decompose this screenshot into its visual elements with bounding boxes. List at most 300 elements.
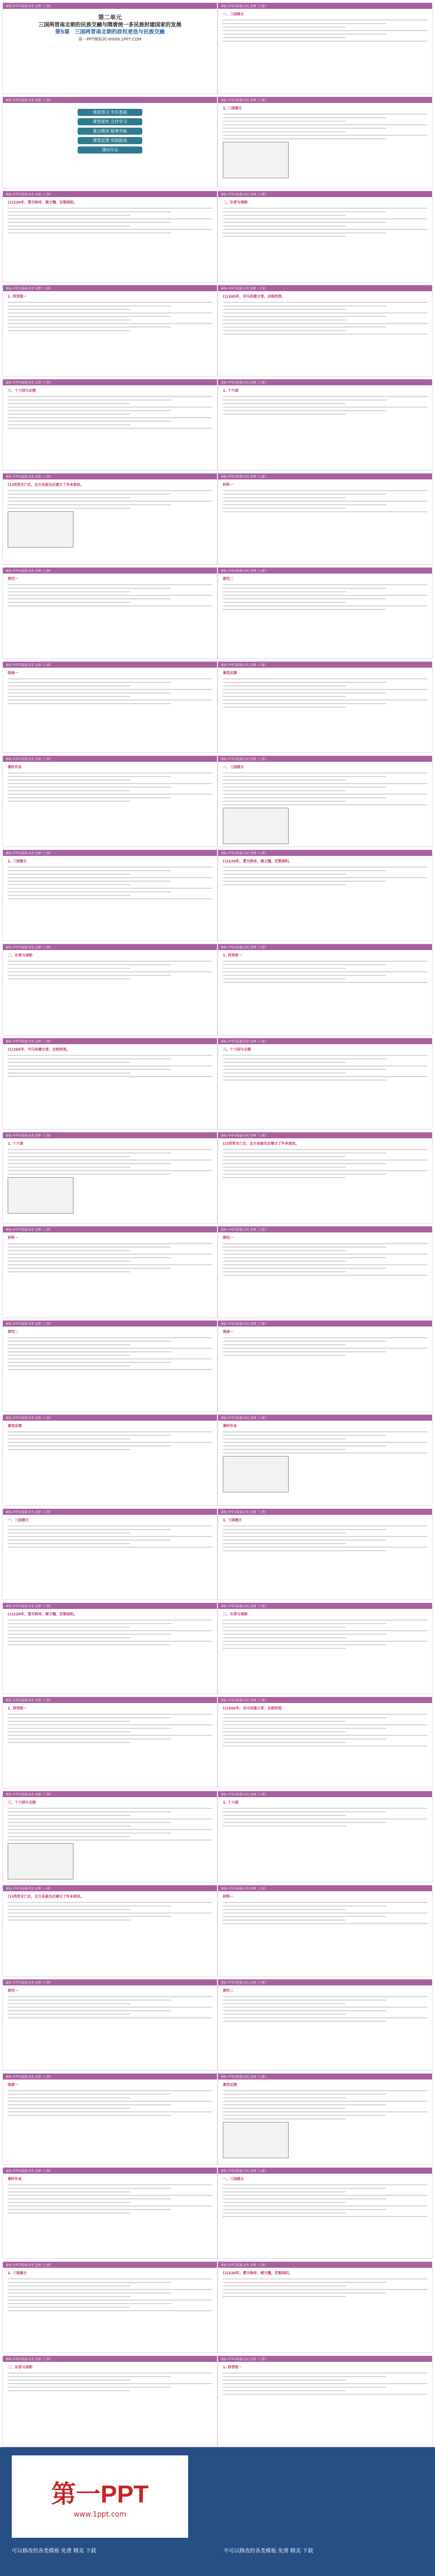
slide-body xyxy=(218,1703,432,1752)
slide xyxy=(218,2,433,94)
text-line xyxy=(223,1909,346,1910)
slide-body xyxy=(218,1797,432,1832)
slide xyxy=(218,755,433,847)
slide xyxy=(218,285,433,376)
slide xyxy=(2,473,218,565)
slide-heading: 1. 三国建立 xyxy=(8,859,27,864)
slide-header-text: 新标·中华书局版·历史 必修（上册） xyxy=(221,98,268,102)
text-line xyxy=(8,696,130,697)
text-line xyxy=(223,1619,427,1621)
text-line xyxy=(8,2212,130,2214)
text-line xyxy=(8,490,212,491)
slide xyxy=(218,1979,433,2071)
text-line xyxy=(8,1247,171,1248)
text-line xyxy=(223,2296,346,2297)
slide xyxy=(218,1791,433,1882)
slide xyxy=(2,567,218,659)
slide-body xyxy=(218,856,432,891)
slide-heading: 探究二 xyxy=(223,1989,234,1993)
slide-header-text: 新标·中华书局版·历史 必修（上册） xyxy=(221,2357,268,2361)
text-line xyxy=(8,2198,171,2200)
text-line xyxy=(8,978,130,979)
slide-header-bar xyxy=(218,1038,432,1044)
slide-body xyxy=(3,1891,217,1927)
text-line xyxy=(223,494,386,495)
slide-heading: 1. 西晋统一 xyxy=(223,954,242,958)
slide-header-text: 新标·中华书局版·历史 必修（上册） xyxy=(6,1792,53,1797)
text-line xyxy=(223,121,346,122)
text-line xyxy=(8,396,212,397)
text-line xyxy=(223,490,427,491)
slide xyxy=(2,1979,218,2071)
text-line xyxy=(8,2289,212,2290)
slide-header-text: 新标·中华书局版·历史 必修（上册） xyxy=(6,1322,53,1326)
slide-header-bar xyxy=(218,191,432,197)
text-line xyxy=(8,232,171,234)
slide-header-bar xyxy=(218,1791,432,1797)
text-line xyxy=(8,2390,130,2391)
slide-header-text: 新标·中华书局版·历史 必修（上册） xyxy=(6,1134,53,1138)
text-line xyxy=(223,2212,346,2214)
text-line xyxy=(8,794,212,795)
text-line xyxy=(8,414,130,415)
text-line xyxy=(223,870,386,871)
text-line xyxy=(8,1243,212,1244)
slide-header-bar xyxy=(3,2356,217,2362)
slide xyxy=(2,1508,218,1600)
slide xyxy=(218,1132,433,1224)
text-line xyxy=(8,1159,212,1161)
text-line xyxy=(223,1811,386,1812)
slide xyxy=(2,1602,218,1694)
text-line xyxy=(8,1717,171,1718)
slide-header-bar xyxy=(3,285,217,291)
text-line xyxy=(223,1815,346,1816)
text-line xyxy=(223,975,386,976)
slide-header-bar xyxy=(3,1038,217,1044)
text-line xyxy=(8,2278,212,2280)
slide-heading: 课堂反馈 xyxy=(8,1424,22,1428)
text-line xyxy=(223,396,427,397)
slide-header-text: 新标·中华书局版·历史 必修（上册） xyxy=(6,381,53,385)
slide-header-text: 新标·中华书局版·历史 必修（上册） xyxy=(221,569,268,573)
map-image xyxy=(223,808,289,844)
text-line xyxy=(223,1735,427,1736)
text-line xyxy=(8,421,171,422)
text-line xyxy=(223,1257,386,1258)
text-line xyxy=(8,1264,212,1265)
text-line xyxy=(223,1916,386,1917)
slide-heading: 课堂反馈 xyxy=(223,671,237,675)
slide-body xyxy=(218,950,432,989)
text-line xyxy=(223,794,427,795)
text-line xyxy=(8,1341,171,1342)
text-line xyxy=(8,895,130,896)
text-line xyxy=(223,2021,386,2022)
slide-heading: (1)220年，曹丕称帝，建立魏，定都洛阳。 xyxy=(223,2271,293,2275)
slide-header-bar xyxy=(3,2168,217,2174)
text-line xyxy=(223,1923,427,1924)
text-line xyxy=(8,1634,171,1635)
slide-header-text: 新标·中华书局版·历史 必修（上册） xyxy=(221,2169,268,2173)
text-line xyxy=(223,2094,386,2095)
text-line xyxy=(8,399,171,401)
text-line xyxy=(223,406,427,408)
text-line xyxy=(223,319,346,321)
text-line xyxy=(223,1536,427,1537)
text-line xyxy=(8,2310,212,2311)
slide-heading: 课时作业 xyxy=(223,1424,237,1428)
slide-heading: 探究二 xyxy=(223,577,234,581)
text-line xyxy=(8,1644,171,1645)
text-line xyxy=(8,222,171,223)
slide xyxy=(2,661,218,753)
text-line xyxy=(8,1811,171,1812)
text-line xyxy=(8,682,171,683)
text-line xyxy=(223,23,386,24)
text-line xyxy=(223,685,346,687)
text-line xyxy=(223,2202,346,2203)
slide-header-bar xyxy=(3,1227,217,1232)
text-line xyxy=(8,881,171,882)
text-line xyxy=(223,504,386,505)
text-line xyxy=(8,783,212,784)
text-line xyxy=(223,609,386,610)
text-line xyxy=(8,417,212,418)
text-line xyxy=(8,2282,171,2283)
text-line xyxy=(8,2003,130,2004)
text-line xyxy=(8,218,212,219)
text-line xyxy=(8,1261,130,1262)
text-line xyxy=(8,1152,171,1154)
slide-header-text: 新标·中华书局版·历史 必修（上册） xyxy=(221,2263,268,2267)
slide-heading: 一、三国鼎立 xyxy=(8,1518,29,1522)
text-line xyxy=(223,2278,427,2280)
text-line xyxy=(8,1058,171,1059)
text-line xyxy=(8,1916,171,1917)
text-line xyxy=(8,312,212,314)
slide-header-text: 新标·中华书局版·历史 必修（上册） xyxy=(6,1698,53,1702)
text-line xyxy=(223,1449,346,1450)
text-line xyxy=(8,1902,212,1903)
slide-body xyxy=(3,2174,217,2220)
slide xyxy=(218,1697,433,1788)
text-line xyxy=(8,692,171,694)
text-line xyxy=(8,1271,130,1272)
text-line xyxy=(8,1174,171,1175)
text-line xyxy=(223,1072,346,1074)
banner-right-text: 不可以修改的各类模板 免费 精美 下载 xyxy=(223,2548,313,2554)
slide xyxy=(218,1226,433,1318)
text-line xyxy=(8,2104,171,2105)
text-line xyxy=(223,2282,386,2283)
slide-body xyxy=(218,1138,432,1184)
slide-heading: 一、三国鼎立 xyxy=(223,12,245,16)
slide-header-bar xyxy=(218,756,432,762)
text-line xyxy=(8,2296,130,2297)
text-line xyxy=(223,1170,427,1171)
text-line xyxy=(8,1714,212,1715)
text-line xyxy=(223,1058,386,1059)
slide-header-text: 新标·中华书局版·历史 必修（上册） xyxy=(6,1981,53,1985)
text-line xyxy=(223,797,386,798)
slide-heading: 二、东晋与南朝 xyxy=(223,1612,248,1617)
text-line xyxy=(223,1348,427,1349)
text-line xyxy=(223,2383,427,2384)
text-line xyxy=(223,783,427,784)
text-line xyxy=(223,1728,386,1729)
slide-header-text: 新标·中华书局版·历史 必修（上册） xyxy=(221,381,268,385)
slide-body xyxy=(218,2080,432,2164)
text-line xyxy=(8,1818,212,1819)
text-line xyxy=(223,776,386,777)
text-line xyxy=(8,874,130,875)
unit-label: 第二单元 xyxy=(98,15,122,21)
slide-header-bar xyxy=(3,568,217,574)
text-line xyxy=(223,1547,427,1548)
text-line xyxy=(223,1641,427,1642)
text-line xyxy=(8,1539,171,1541)
slide-heading: (1)265年，司马炎建立晋，史称西晋。 xyxy=(8,1048,71,1052)
text-line xyxy=(223,2104,386,2105)
slide-body xyxy=(3,1609,217,1651)
text-line xyxy=(223,961,427,962)
slide-body xyxy=(218,103,432,184)
text-line xyxy=(223,1445,386,1447)
text-line xyxy=(8,508,130,509)
text-line xyxy=(8,699,212,701)
slide-header-text: 新标·中华书局版·历史 必修（上册） xyxy=(6,1228,53,1232)
slide-header-text: 新标·中华书局版·历史 必修（上册） xyxy=(221,945,268,949)
text-line xyxy=(8,2285,130,2287)
slide-body xyxy=(218,668,432,714)
slide-body xyxy=(3,2362,217,2397)
text-line xyxy=(223,511,427,512)
text-line xyxy=(8,787,171,788)
menu-button[interactable]: 课堂反馈 巩固提高 xyxy=(78,137,142,144)
text-line xyxy=(223,971,427,972)
text-line xyxy=(8,891,171,892)
slide-header-bar xyxy=(218,1227,432,1232)
menu-button[interactable]: 课时作业 xyxy=(78,146,142,154)
text-line xyxy=(8,1637,130,1638)
text-line xyxy=(223,1627,346,1628)
slide-header-text: 新标·中华书局版·历史 必修（上册） xyxy=(221,1039,268,1044)
text-line xyxy=(223,1351,386,1352)
slide-body xyxy=(3,2080,217,2122)
text-line xyxy=(223,2191,346,2192)
slide-body xyxy=(3,1985,217,2024)
text-line xyxy=(8,323,212,324)
slide-heading: (1)西晋灭亡后，北方各族先后建立了许多政权。 xyxy=(223,1142,299,1146)
text-line xyxy=(8,1724,212,1725)
text-line xyxy=(8,1268,171,1269)
text-line xyxy=(223,703,386,704)
text-line xyxy=(8,867,212,868)
slide-body xyxy=(218,2174,432,2223)
text-line xyxy=(223,696,346,697)
text-line xyxy=(223,2118,346,2120)
slide-header-bar xyxy=(218,2074,432,2080)
text-line xyxy=(223,1724,427,1725)
text-line xyxy=(8,316,171,317)
slide-body xyxy=(3,1138,217,1219)
text-line xyxy=(8,797,171,798)
text-line xyxy=(8,1836,130,1837)
slide-body xyxy=(3,574,217,612)
text-line xyxy=(8,678,212,679)
slide-body xyxy=(218,1044,432,1087)
text-line xyxy=(8,1532,130,1534)
slide-heading: 课时作业 xyxy=(8,765,22,769)
slide-heading: 材料一 xyxy=(223,1895,234,1899)
slide-header-bar xyxy=(3,191,217,197)
text-line xyxy=(8,1069,171,1070)
text-line xyxy=(8,1735,212,1736)
menu-button[interactable]: 课前预习 夯实基础 xyxy=(78,109,142,116)
text-line xyxy=(223,1261,346,1262)
text-line xyxy=(223,1644,386,1645)
text-line xyxy=(223,131,346,132)
text-line xyxy=(8,1344,130,1345)
text-line xyxy=(223,2000,386,2001)
text-line xyxy=(8,2205,212,2207)
slide-body xyxy=(3,762,217,808)
slide-heading: 1. 三国建立 xyxy=(223,1518,242,1522)
slide-heading: 二、东晋与南朝 xyxy=(223,201,248,205)
slide-header-text: 新标·中华书局版·历史 必修（上册） xyxy=(221,1792,268,1797)
brand-logo[interactable] xyxy=(12,2455,188,2538)
text-line xyxy=(223,309,346,310)
text-line xyxy=(223,595,427,596)
text-line xyxy=(8,1825,130,1827)
slide-heading: (1)西晋灭亡后，北方各族先后建立了许多政权。 xyxy=(8,1895,84,1899)
text-line xyxy=(8,801,130,802)
text-line xyxy=(223,1543,346,1544)
slide-header-bar xyxy=(218,474,432,479)
text-line xyxy=(223,1243,427,1244)
text-line xyxy=(8,598,171,599)
menu-button[interactable]: 要点精讲 疑难突破 xyxy=(78,128,142,135)
slide-header-text: 新标·中华书局版·历史 必修（上册） xyxy=(221,475,268,479)
map-image xyxy=(8,1843,73,1879)
text-line xyxy=(223,1069,386,1070)
slide-heading: 三、十六国与北朝 xyxy=(8,1801,36,1805)
text-line xyxy=(8,605,212,606)
slide-header-bar xyxy=(3,3,217,9)
text-line xyxy=(223,1055,427,1056)
slide xyxy=(2,379,218,471)
text-line xyxy=(8,428,212,429)
slide xyxy=(218,1320,433,1412)
slide-heading: 一、三国鼎立 xyxy=(223,765,245,769)
slide-heading: 探究一 xyxy=(8,1989,19,1993)
text-line xyxy=(223,689,427,690)
text-line xyxy=(8,1163,171,1164)
slide-body xyxy=(218,2362,432,2401)
text-line xyxy=(8,2380,130,2381)
slide-heading: 课时作业 xyxy=(8,2177,22,2181)
slide-heading: (1)西晋灭亡后，北方各族先后建立了许多政权。 xyxy=(8,483,84,487)
text-line xyxy=(223,1714,427,1715)
slide-header-text: 新标·中华书局版·历史 必修（上册） xyxy=(6,475,53,479)
text-line xyxy=(8,602,130,603)
slide-header-bar xyxy=(218,1603,432,1609)
menu-button[interactable]: 课堂探究 合作学习 xyxy=(78,118,142,125)
text-line xyxy=(8,403,130,404)
text-line xyxy=(8,1525,212,1527)
slide-header-bar xyxy=(218,1885,432,1891)
text-line xyxy=(8,2307,130,2308)
text-line xyxy=(223,334,427,335)
text-line xyxy=(8,319,130,321)
text-line xyxy=(223,1745,427,1747)
text-line xyxy=(223,330,346,331)
text-line xyxy=(8,591,130,592)
text-line xyxy=(223,1159,427,1161)
slide-heading: (1)220年，曹丕称帝，建立魏，定都洛阳。 xyxy=(223,859,293,864)
text-line xyxy=(8,2209,171,2210)
text-line xyxy=(8,2292,171,2294)
text-line xyxy=(223,1355,346,1356)
text-line xyxy=(8,1438,130,1439)
slide-header-text: 新标·中华书局版·历史 必修（上册） xyxy=(6,2263,53,2267)
text-line xyxy=(223,2205,427,2207)
text-line xyxy=(8,877,212,878)
slide-header-bar xyxy=(3,1509,217,1515)
slide-heading: 1. 十六国 xyxy=(8,1142,24,1146)
slide-header-bar xyxy=(218,1980,432,1985)
slide-heading: (1)220年，曹丕称帝，建立魏，定都洛阳。 xyxy=(8,201,78,205)
text-line xyxy=(223,1637,346,1638)
text-line xyxy=(8,1721,130,1722)
slide-header-bar xyxy=(3,1415,217,1421)
text-line xyxy=(8,2376,171,2377)
map-image xyxy=(223,1456,289,1492)
slide xyxy=(2,1791,218,1882)
text-line xyxy=(223,790,346,791)
slide xyxy=(218,2167,433,2259)
slide-body xyxy=(218,1609,432,1655)
text-line xyxy=(8,2191,130,2192)
slide-body xyxy=(3,1515,217,1554)
text-line xyxy=(223,218,427,219)
text-line xyxy=(223,1174,386,1175)
slide-body xyxy=(218,1891,432,1930)
text-line xyxy=(223,2285,346,2287)
text-line xyxy=(8,330,130,331)
text-line xyxy=(223,1337,427,1338)
slide-header-bar xyxy=(3,379,217,385)
text-line xyxy=(8,1156,130,1157)
slide-header-text: 新标·中华书局版·历史 必修（上册） xyxy=(6,2357,53,2361)
text-line xyxy=(223,2017,427,2018)
text-line xyxy=(223,316,386,317)
slide-header-bar xyxy=(218,97,432,103)
slide-header-bar xyxy=(218,3,432,9)
slide-header-bar xyxy=(3,1603,217,1609)
slide-heading: 二、东晋与南朝 xyxy=(8,954,33,958)
text-line xyxy=(223,1250,346,1251)
text-line xyxy=(8,961,212,962)
text-line xyxy=(8,1442,212,1443)
text-line xyxy=(8,1627,130,1628)
slide-header-text: 新标·中华书局版·历史 必修（上册） xyxy=(6,2169,53,2173)
slide-header-bar xyxy=(218,568,432,574)
slide-header-text: 新标·中华书局版·历史 必修（上册） xyxy=(6,2075,53,2079)
text-line xyxy=(8,229,212,230)
slide-header-text: 新标·中华书局版·历史 必修（上册） xyxy=(221,851,268,855)
